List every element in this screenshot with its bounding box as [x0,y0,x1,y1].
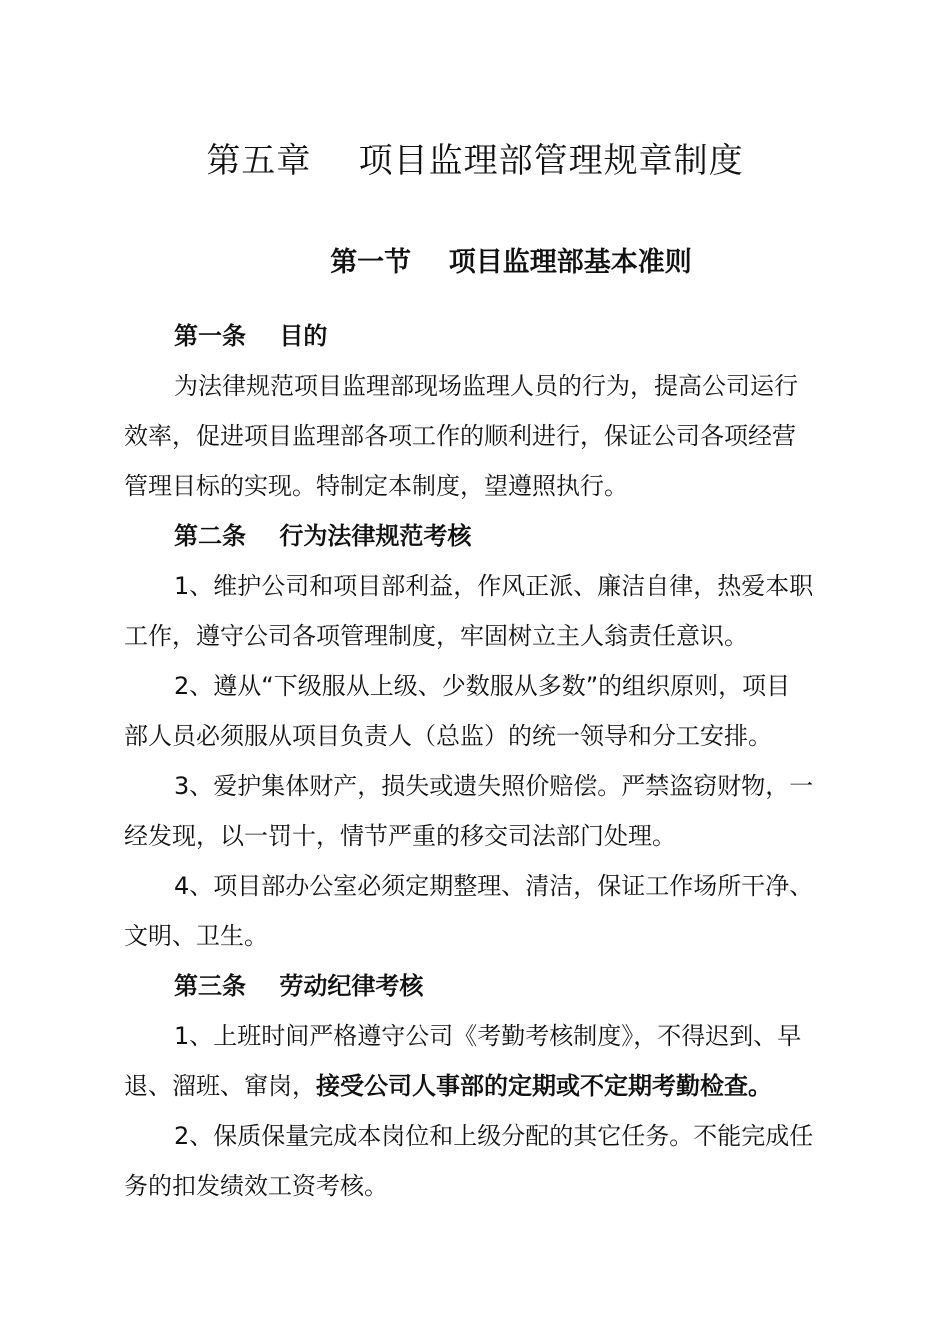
paragraph-line: 4、项目部办公室必须定期整理、清洁，保证工作场所干净、 [174,872,814,900]
article-heading: 第二条 行为法律规范考核 [174,522,472,550]
paragraph-line: 1、维护公司和项目部利益，作风正派、廉洁自律，热爱本职 [174,572,814,600]
article-heading: 第三条 劳动纪律考核 [174,972,424,1000]
paragraph-line: 文明、卫生。 [124,922,268,950]
paragraph-line: 务的扣发绩效工资考核。 [124,1172,388,1200]
paragraph-line: 为法律规范项目监理部现场监理人员的行为，提高公司运行 [174,372,798,400]
paragraph-line: 1、上班时间严格遵守公司《考勤考核制度》，不得迟到、早 [174,1022,802,1050]
paragraph-line: 2、遵从“下级服从上级、少数服从多数”的组织原则，项目 [174,672,791,700]
paragraph-line: 部人员必须服从项目负责人（总监）的统一领导和分工安排。 [124,722,772,750]
paragraph-line: 管理目标的实现。特制定本制度，望遵照执行。 [124,472,628,500]
text-run: 退、溜班、窜岗， [124,1072,316,1100]
paragraph-line [124,1069,854,1103]
bold-text-run: 接受公司人事部的定期或不定期考勤检查。 [316,1072,772,1100]
chapter-title: 第五章 项目监理部管理规章制度 [206,141,744,181]
article-heading: 第一条 目的 [174,322,328,350]
paragraph-line: 工作，遵守公司各项管理制度，牢固树立主人翁责任意识。 [124,622,748,650]
section-title: 第一节 项目监理部基本准则 [330,247,692,278]
paragraph-line: 效率，促进项目监理部各项工作的顺利进行，保证公司各项经营 [124,422,796,450]
paragraph-line: 3、爱护集体财产，损失或遗失照价赔偿。严禁盗窃财物，一 [174,772,814,800]
paragraph-line: 2、保质保量完成本岗位和上级分配的其它任务。不能完成任 [174,1122,814,1150]
paragraph-line: 经发现，以一罚十，情节严重的移交司法部门处理。 [124,822,676,850]
